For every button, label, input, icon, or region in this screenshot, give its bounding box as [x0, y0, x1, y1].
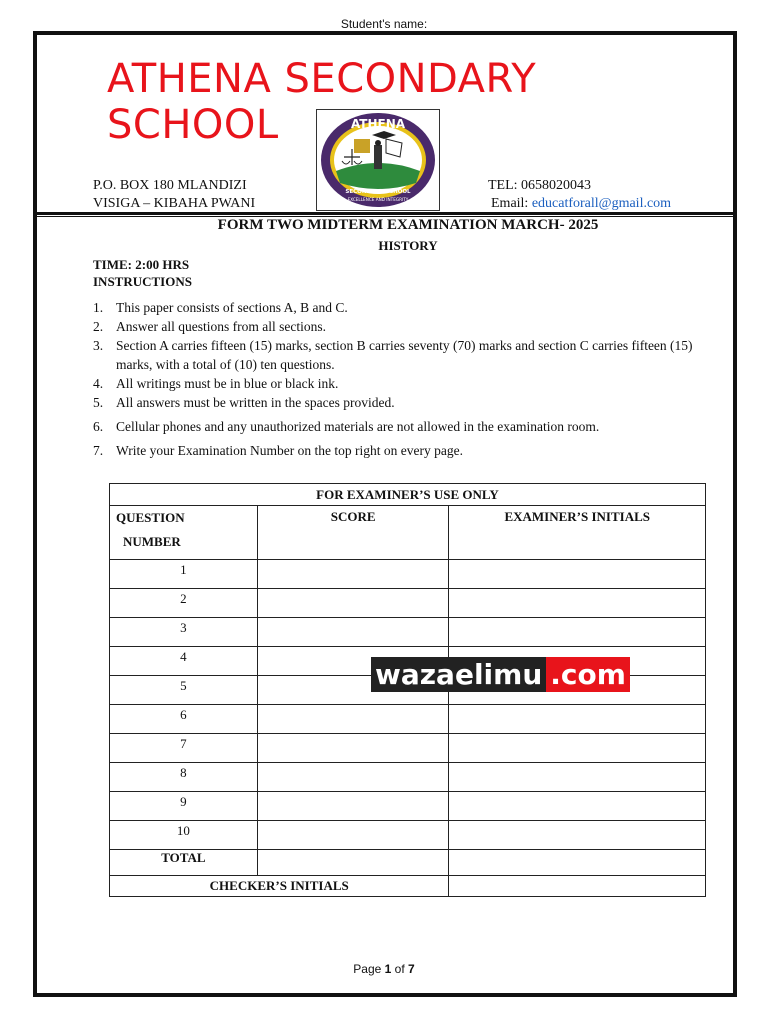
initials-cell[interactable]: [449, 763, 706, 792]
table-row: 9: [110, 792, 706, 821]
school-name-line1: ATHENA SECONDARY: [107, 56, 537, 102]
instruction-item: 6. Cellular phones and any unauthorized materials are not allowed in the examination room.: [93, 419, 600, 434]
page-of: of: [391, 962, 409, 976]
column-header-score: SCORE: [257, 506, 449, 560]
score-cell[interactable]: [257, 821, 449, 850]
table-row: 8: [110, 763, 706, 792]
table-row: 4: [110, 647, 706, 676]
watermark-logo: [371, 657, 625, 692]
table-row: 3: [110, 618, 706, 647]
table-row: 6: [110, 705, 706, 734]
instruction-item: 7. Write your Examination Number on the top right on every page.: [93, 443, 463, 458]
score-cell[interactable]: [257, 589, 449, 618]
location: VISIGA – KIBAHA PWANI: [93, 196, 256, 211]
exam-subject: HISTORY: [378, 238, 438, 253]
checker-initials-cell[interactable]: [449, 876, 706, 897]
student-name-label: Student's name:: [340, 17, 428, 31]
total-score-cell[interactable]: [257, 850, 449, 876]
table-row: 2: [110, 589, 706, 618]
header-divider: [37, 212, 733, 215]
watermark-part1: wazaelimu: [371, 657, 546, 692]
instruction-item: 4. All writings must be in blue or black ink.: [93, 376, 339, 391]
table-title: FOR EXAMINER’S USE ONLY: [110, 484, 706, 506]
initials-cell[interactable]: [449, 734, 706, 763]
school-name-line2: SCHOOL: [107, 102, 279, 148]
school-logo: [316, 109, 440, 211]
logo-top-text: ATHENA: [350, 117, 406, 131]
instruction-item: 2. Answer all questions from all sections.: [93, 319, 326, 334]
score-cell[interactable]: [257, 560, 449, 589]
instruction-item: 1. This paper consists of sections A, B and C.: [93, 300, 348, 315]
initials-cell[interactable]: [449, 618, 706, 647]
exam-title: FORM TWO MIDTERM EXAMINATION MARCH- 2025: [217, 217, 599, 233]
score-cell[interactable]: [257, 763, 449, 792]
page-total: 7: [408, 962, 415, 976]
table-row: 7: [110, 734, 706, 763]
column-header-question: QUESTION NUMBER: [110, 506, 258, 560]
total-initials-cell[interactable]: [449, 850, 706, 876]
email-line: [491, 195, 671, 213]
table-row: 1: [110, 560, 706, 589]
watermark-part2: .com: [546, 657, 630, 692]
email-label: Email:: [491, 196, 532, 211]
table-row: 10: [110, 821, 706, 850]
score-cell[interactable]: [257, 618, 449, 647]
page-number: 1: [384, 962, 392, 976]
telephone: TEL: 0658020043: [488, 178, 592, 193]
checker-label: CHECKER’S INITIALS: [110, 876, 449, 897]
initials-cell[interactable]: [449, 821, 706, 850]
score-cell[interactable]: [257, 792, 449, 821]
school-logo-emblem: [316, 109, 440, 211]
email-link[interactable]: educatforall@gmail.com: [531, 196, 672, 211]
total-label: TOTAL: [110, 850, 258, 876]
po-box: P.O. BOX 180 MLANDIZI: [93, 178, 247, 193]
initials-cell[interactable]: [449, 792, 706, 821]
page-prefix: Page: [353, 962, 385, 976]
page-footer: [0, 962, 768, 976]
score-cell[interactable]: [257, 734, 449, 763]
logo-motto: EXCELLENCE AND INTEGRITY: [347, 197, 409, 202]
instructions-list: [93, 298, 703, 460]
instruction-item: 3. Section A carries fifteen (15) marks, section B carries seventy (70) marks and section C carries fifteen (15) marks, with a total of (10) ten questions.: [93, 338, 693, 372]
checker-row: [110, 876, 706, 897]
instruction-item: 5. All answers must be written in the spaces provided.: [93, 395, 395, 410]
column-header-initials: EXAMINER’S INITIALS: [449, 506, 706, 560]
initials-cell[interactable]: [449, 589, 706, 618]
logo-ring-text: SECONDARY SCHOOL: [345, 189, 411, 195]
instructions-heading: INSTRUCTIONS: [93, 274, 192, 289]
initials-cell[interactable]: [449, 560, 706, 589]
table-row: 5: [110, 676, 706, 705]
score-cell[interactable]: [257, 705, 449, 734]
exam-time: TIME: 2:00 HRS: [93, 257, 190, 272]
initials-cell[interactable]: [449, 705, 706, 734]
total-row: [110, 850, 706, 876]
